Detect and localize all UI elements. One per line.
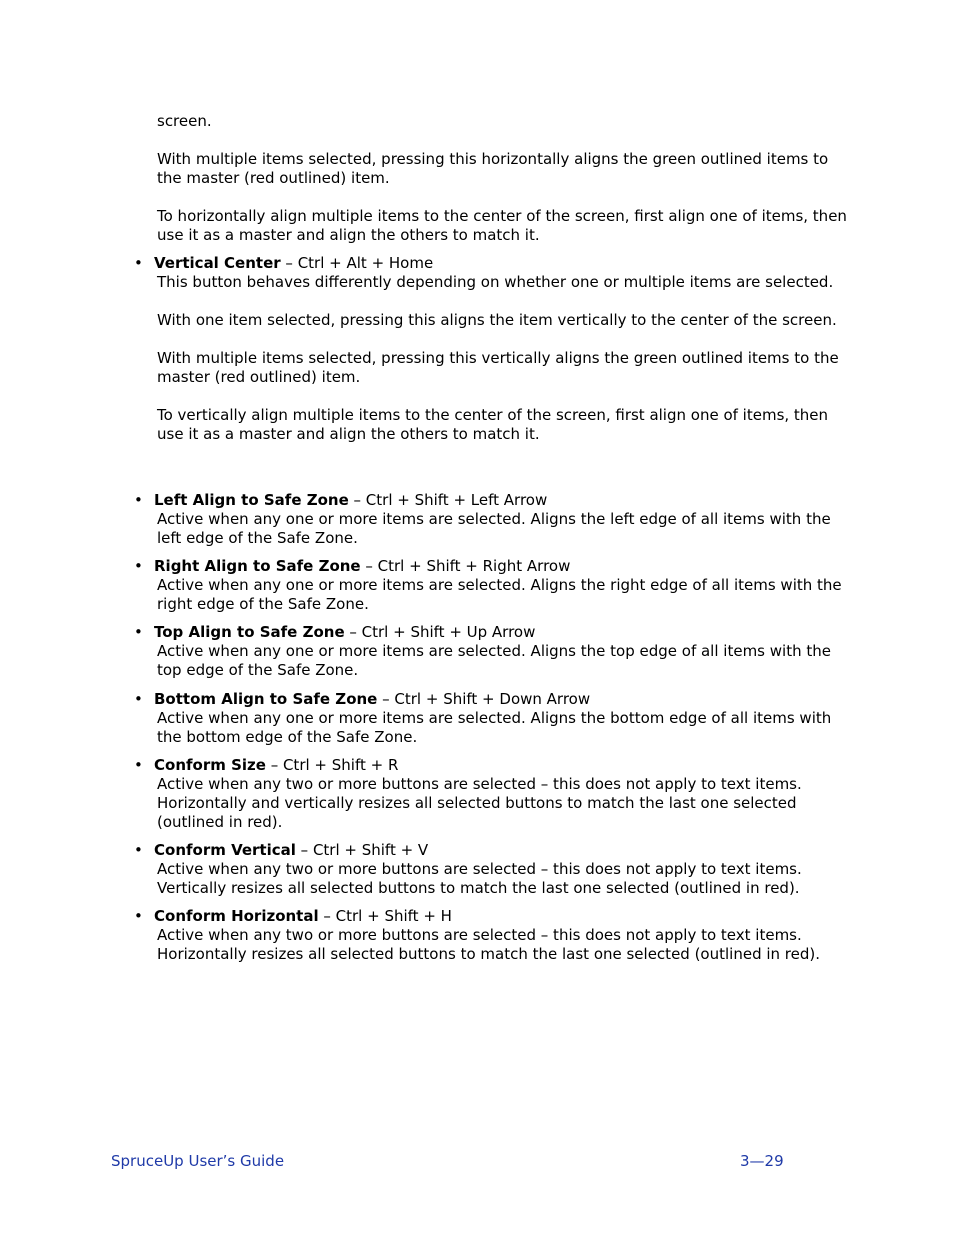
list-item-title: Vertical Center bbox=[154, 254, 281, 272]
list-item-conform-size bbox=[134, 756, 846, 832]
list-item-body bbox=[134, 510, 846, 548]
bullet-icon: • bbox=[134, 907, 143, 925]
list-item-top-align bbox=[134, 623, 846, 680]
list-item-title: Left Align to Safe Zone bbox=[154, 491, 349, 509]
bullet-icon: • bbox=[134, 841, 143, 859]
list-item-shortcut: – Ctrl + Shift + Left Arrow bbox=[348, 491, 548, 509]
list-item-body bbox=[134, 926, 846, 964]
list-item-header bbox=[134, 690, 846, 709]
list-item-title: Right Align to Safe Zone bbox=[154, 557, 361, 575]
bullet-icon: • bbox=[134, 254, 143, 272]
list-item-header bbox=[134, 841, 846, 860]
bullet-icon: • bbox=[134, 557, 143, 575]
list-item-shortcut: – Ctrl + Alt + Home bbox=[280, 254, 434, 272]
list-item-vertical-center bbox=[134, 254, 846, 444]
list-item-conform-horizontal bbox=[134, 907, 846, 964]
list-item-right-align bbox=[134, 557, 846, 614]
list-item-shortcut: – Ctrl + Shift + H bbox=[318, 907, 452, 925]
list-item-paragraph: Active when any one or more items are selected. Aligns the left edge of all items with the left edge of the Safe Zone. bbox=[157, 510, 831, 547]
list-item-paragraph: Active when any one or more items are selected. Aligns the bottom edge of all items with the bottom edge of the Safe Zone. bbox=[157, 709, 832, 746]
list-item-paragraph: With one item selected, pressing this aligns the item vertically to the center of the screen. bbox=[157, 311, 837, 329]
list-item-paragraph: Active when any one or more items are selected. Aligns the right edge of all items with the right edge of the Safe Zone. bbox=[157, 576, 842, 613]
list-item-title: Top Align to Safe Zone bbox=[154, 623, 345, 641]
list-item-paragraph: Active when any two or more buttons are selected – this does not apply to text items. Vertically resizes all selected buttons to match the last one selected (outlined in red). bbox=[157, 860, 802, 897]
list-item-title: Conform Vertical bbox=[154, 841, 296, 859]
list-item-bottom-align bbox=[134, 690, 846, 747]
list-item-body bbox=[134, 775, 846, 832]
list-item-shortcut: – Ctrl + Shift + V bbox=[295, 841, 429, 859]
list-item-body bbox=[134, 642, 846, 680]
list-item-title: Conform Size bbox=[154, 756, 266, 774]
list-item-title: Conform Horizontal bbox=[154, 907, 319, 925]
intro-paragraph-2: With multiple items selected, pressing this horizontally aligns the green outlined items to the master (red outlined) item. bbox=[157, 150, 829, 187]
list-item-paragraph: Active when any two or more buttons are selected – this does not apply to text items. Horizontally resizes all selected buttons to match the last one selected (outlined in red). bbox=[157, 926, 821, 963]
list-item-body bbox=[134, 709, 846, 747]
footer-page-number: 3—29 bbox=[740, 1152, 784, 1170]
list-item-shortcut: – Ctrl + Shift + R bbox=[265, 756, 399, 774]
list-item-paragraph: With multiple items selected, pressing this vertically aligns the green outlined items to the master (red outlined) item. bbox=[157, 349, 839, 386]
list-item-paragraph: Active when any one or more items are selected. Aligns the top edge of all items with the top edge of the Safe Zone. bbox=[157, 642, 831, 679]
list-item-shortcut: – Ctrl + Shift + Down Arrow bbox=[377, 690, 591, 708]
footer-document-title: SpruceUp User’s Guide bbox=[111, 1152, 285, 1170]
list-item-shortcut: – Ctrl + Shift + Up Arrow bbox=[344, 623, 536, 641]
bullet-icon: • bbox=[134, 756, 143, 774]
bullet-icon: • bbox=[134, 690, 143, 708]
list-item-header bbox=[134, 623, 846, 642]
list-item-paragraph: This button behaves differently depending on whether one or multiple items are selected. bbox=[157, 273, 834, 291]
bullet-icon: • bbox=[134, 491, 143, 509]
list-item-header bbox=[134, 254, 846, 273]
list-item-left-align bbox=[134, 491, 846, 548]
list-item-title: Bottom Align to Safe Zone bbox=[154, 690, 378, 708]
list-item-header bbox=[134, 907, 846, 926]
list-item-shortcut: – Ctrl + Shift + Right Arrow bbox=[360, 557, 571, 575]
list-item-paragraph: Active when any two or more buttons are selected – this does not apply to text items. Horizontally and vertically resizes all selected buttons to match the last one selected (outlined in red). bbox=[157, 775, 802, 831]
intro-paragraph-3: To horizontally align multiple items to the center of the screen, first align one of items, then use it as a master and align the others to match it. bbox=[157, 207, 847, 244]
list-item-body bbox=[134, 576, 846, 614]
list-item-paragraph: To vertically align multiple items to the center of the screen, first align one of items, then use it as a master and align the others to match it. bbox=[157, 406, 829, 443]
list-item-header bbox=[134, 557, 846, 576]
list-item-body bbox=[134, 860, 846, 898]
list-item-header bbox=[134, 756, 846, 775]
list-item-body bbox=[134, 273, 846, 444]
list-item-conform-vertical bbox=[134, 841, 846, 898]
list-item-header bbox=[134, 491, 846, 510]
bullet-icon: • bbox=[134, 623, 143, 641]
intro-paragraph-1: screen. bbox=[157, 112, 212, 130]
